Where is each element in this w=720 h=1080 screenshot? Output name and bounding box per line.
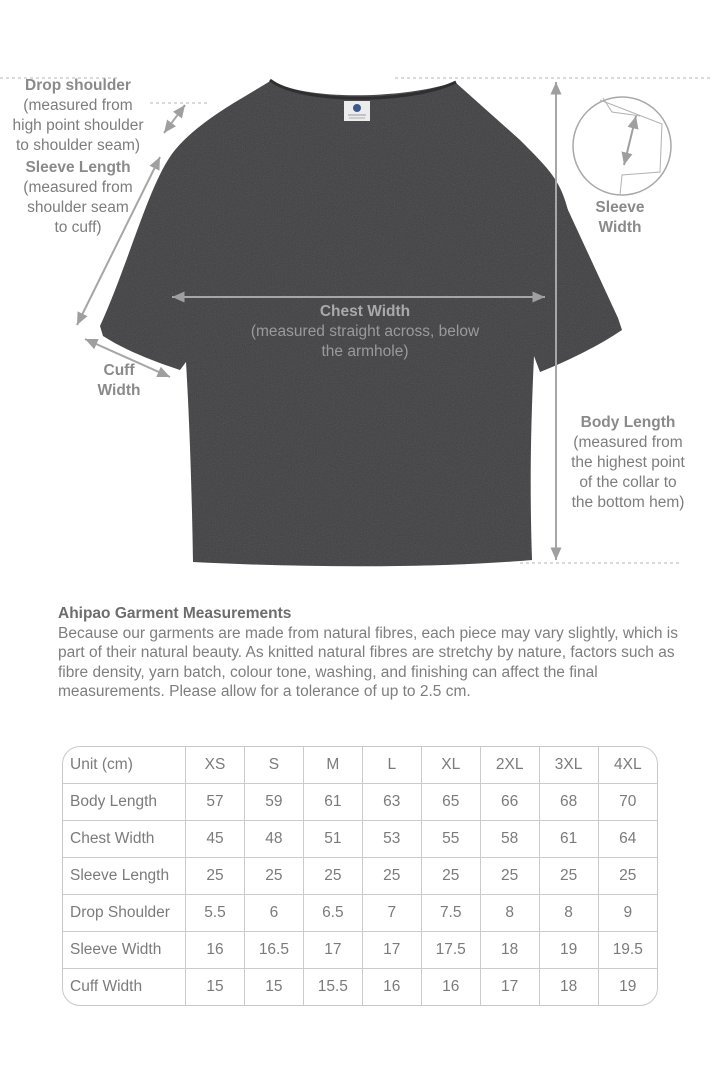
table-cell: 6.5 xyxy=(303,895,362,932)
table-cell: 9 xyxy=(598,895,657,932)
info-body: Because our garments are made from natural fibres, each piece may vary slightly, which is part of their natural beauty. As knitted natural fibres are stretchy by nature, factors such as fibre density, yarn batch, colour tone, washing, and finishing can affect the final measurements. Please allow for a tolerance of up to 2.5 cm. xyxy=(58,624,678,700)
table-row xyxy=(63,820,657,857)
size-header: 2XL xyxy=(480,747,539,783)
table-cell: 5.5 xyxy=(186,895,245,932)
table-cell: 15 xyxy=(244,969,303,1005)
sleeve-length-title: Sleeve Length xyxy=(25,159,131,176)
table-cell: 18 xyxy=(539,969,598,1005)
table-cell: 7.5 xyxy=(421,895,480,932)
size-header: XL xyxy=(421,747,480,783)
cuff-width-title-2: Width xyxy=(97,382,141,399)
drop-shoulder-note-3: to shoulder seam) xyxy=(15,137,141,154)
table-cell: 61 xyxy=(303,783,362,820)
size-table xyxy=(63,747,657,1005)
cuff-width-annotation xyxy=(84,361,154,401)
sleeve-width-annotation xyxy=(584,198,656,238)
table-cell: 6 xyxy=(244,895,303,932)
table-cell: 55 xyxy=(421,820,480,857)
body-length-note-4: the bottom hem) xyxy=(571,494,685,511)
row-label: Chest Width xyxy=(63,820,186,857)
table-cell: 25 xyxy=(303,857,362,894)
table-cell: 51 xyxy=(303,820,362,857)
body-length-note-3: of the collar to xyxy=(579,474,677,491)
table-cell: 17 xyxy=(362,932,421,969)
sleeve-width-title-1: Sleeve xyxy=(595,199,645,216)
row-label: Sleeve Width xyxy=(63,932,186,969)
unit-label: Unit (cm) xyxy=(63,747,186,783)
table-cell: 25 xyxy=(421,857,480,894)
table-cell: 19 xyxy=(539,932,598,969)
table-row xyxy=(63,857,657,894)
drop-shoulder-title: Drop shoulder xyxy=(25,77,131,94)
size-chart xyxy=(62,746,658,1006)
table-row xyxy=(63,895,657,932)
table-cell: 65 xyxy=(421,783,480,820)
table-cell: 57 xyxy=(186,783,245,820)
table-row xyxy=(63,783,657,820)
garment-label-icon xyxy=(344,101,370,121)
row-label: Drop Shoulder xyxy=(63,895,186,932)
table-cell: 15 xyxy=(186,969,245,1005)
drop-shoulder-note-1: (measured from xyxy=(23,97,133,114)
drop-shoulder-annotation xyxy=(0,76,156,156)
table-cell: 25 xyxy=(362,857,421,894)
table-cell: 70 xyxy=(598,783,657,820)
measurement-info xyxy=(58,604,698,702)
table-cell: 8 xyxy=(539,895,598,932)
table-cell: 18 xyxy=(480,932,539,969)
table-cell: 25 xyxy=(244,857,303,894)
table-cell: 68 xyxy=(539,783,598,820)
row-label: Body Length xyxy=(63,783,186,820)
size-header: S xyxy=(244,747,303,783)
table-row xyxy=(63,969,657,1005)
sleeve-width-title-2: Width xyxy=(598,219,642,236)
body-length-annotation xyxy=(556,413,700,513)
size-header: L xyxy=(362,747,421,783)
table-cell: 63 xyxy=(362,783,421,820)
row-label: Sleeve Length xyxy=(63,857,186,894)
table-cell: 45 xyxy=(186,820,245,857)
table-cell: 64 xyxy=(598,820,657,857)
table-cell: 17 xyxy=(303,932,362,969)
table-cell: 25 xyxy=(186,857,245,894)
table-cell: 59 xyxy=(244,783,303,820)
table-header-row xyxy=(63,747,657,783)
chest-width-note-2: the armhole) xyxy=(321,343,409,360)
table-cell: 15.5 xyxy=(303,969,362,1005)
chest-width-title: Chest Width xyxy=(319,303,411,320)
table-cell: 25 xyxy=(480,857,539,894)
table-cell: 7 xyxy=(362,895,421,932)
size-header: 4XL xyxy=(598,747,657,783)
chest-width-annotation xyxy=(220,302,510,362)
body-length-note-1: (measured from xyxy=(573,434,683,451)
table-cell: 66 xyxy=(480,783,539,820)
table-cell: 16 xyxy=(362,969,421,1005)
drop-shoulder-note-2: high point shoulder xyxy=(12,117,144,134)
table-cell: 16 xyxy=(421,969,480,1005)
table-cell: 17.5 xyxy=(421,932,480,969)
size-header: XS xyxy=(186,747,245,783)
table-cell: 48 xyxy=(244,820,303,857)
chest-width-note-1: (measured straight across, below xyxy=(250,323,480,340)
sleeve-length-note-3: to cuff) xyxy=(54,219,102,236)
info-heading: Ahipao Garment Measurements xyxy=(58,605,292,622)
row-label: Cuff Width xyxy=(63,969,186,1005)
sleeve-length-note-1: (measured from xyxy=(23,179,133,196)
table-row xyxy=(63,932,657,969)
sleeve-length-note-2: shoulder seam xyxy=(27,199,129,216)
table-cell: 19.5 xyxy=(598,932,657,969)
cuff-width-title-1: Cuff xyxy=(103,362,135,379)
table-cell: 53 xyxy=(362,820,421,857)
size-header: 3XL xyxy=(539,747,598,783)
sleeve-width-detail xyxy=(573,97,671,195)
sleeve-length-annotation xyxy=(0,158,156,238)
size-header: M xyxy=(303,747,362,783)
table-cell: 25 xyxy=(539,857,598,894)
table-cell: 8 xyxy=(480,895,539,932)
body-length-title: Body Length xyxy=(580,414,676,431)
table-cell: 16.5 xyxy=(244,932,303,969)
table-cell: 58 xyxy=(480,820,539,857)
table-cell: 61 xyxy=(539,820,598,857)
table-cell: 19 xyxy=(598,969,657,1005)
drop-shoulder-arrow xyxy=(164,105,185,133)
table-cell: 17 xyxy=(480,969,539,1005)
table-cell: 25 xyxy=(598,857,657,894)
table-cell: 16 xyxy=(186,932,245,969)
body-length-note-2: the highest point xyxy=(571,454,685,471)
